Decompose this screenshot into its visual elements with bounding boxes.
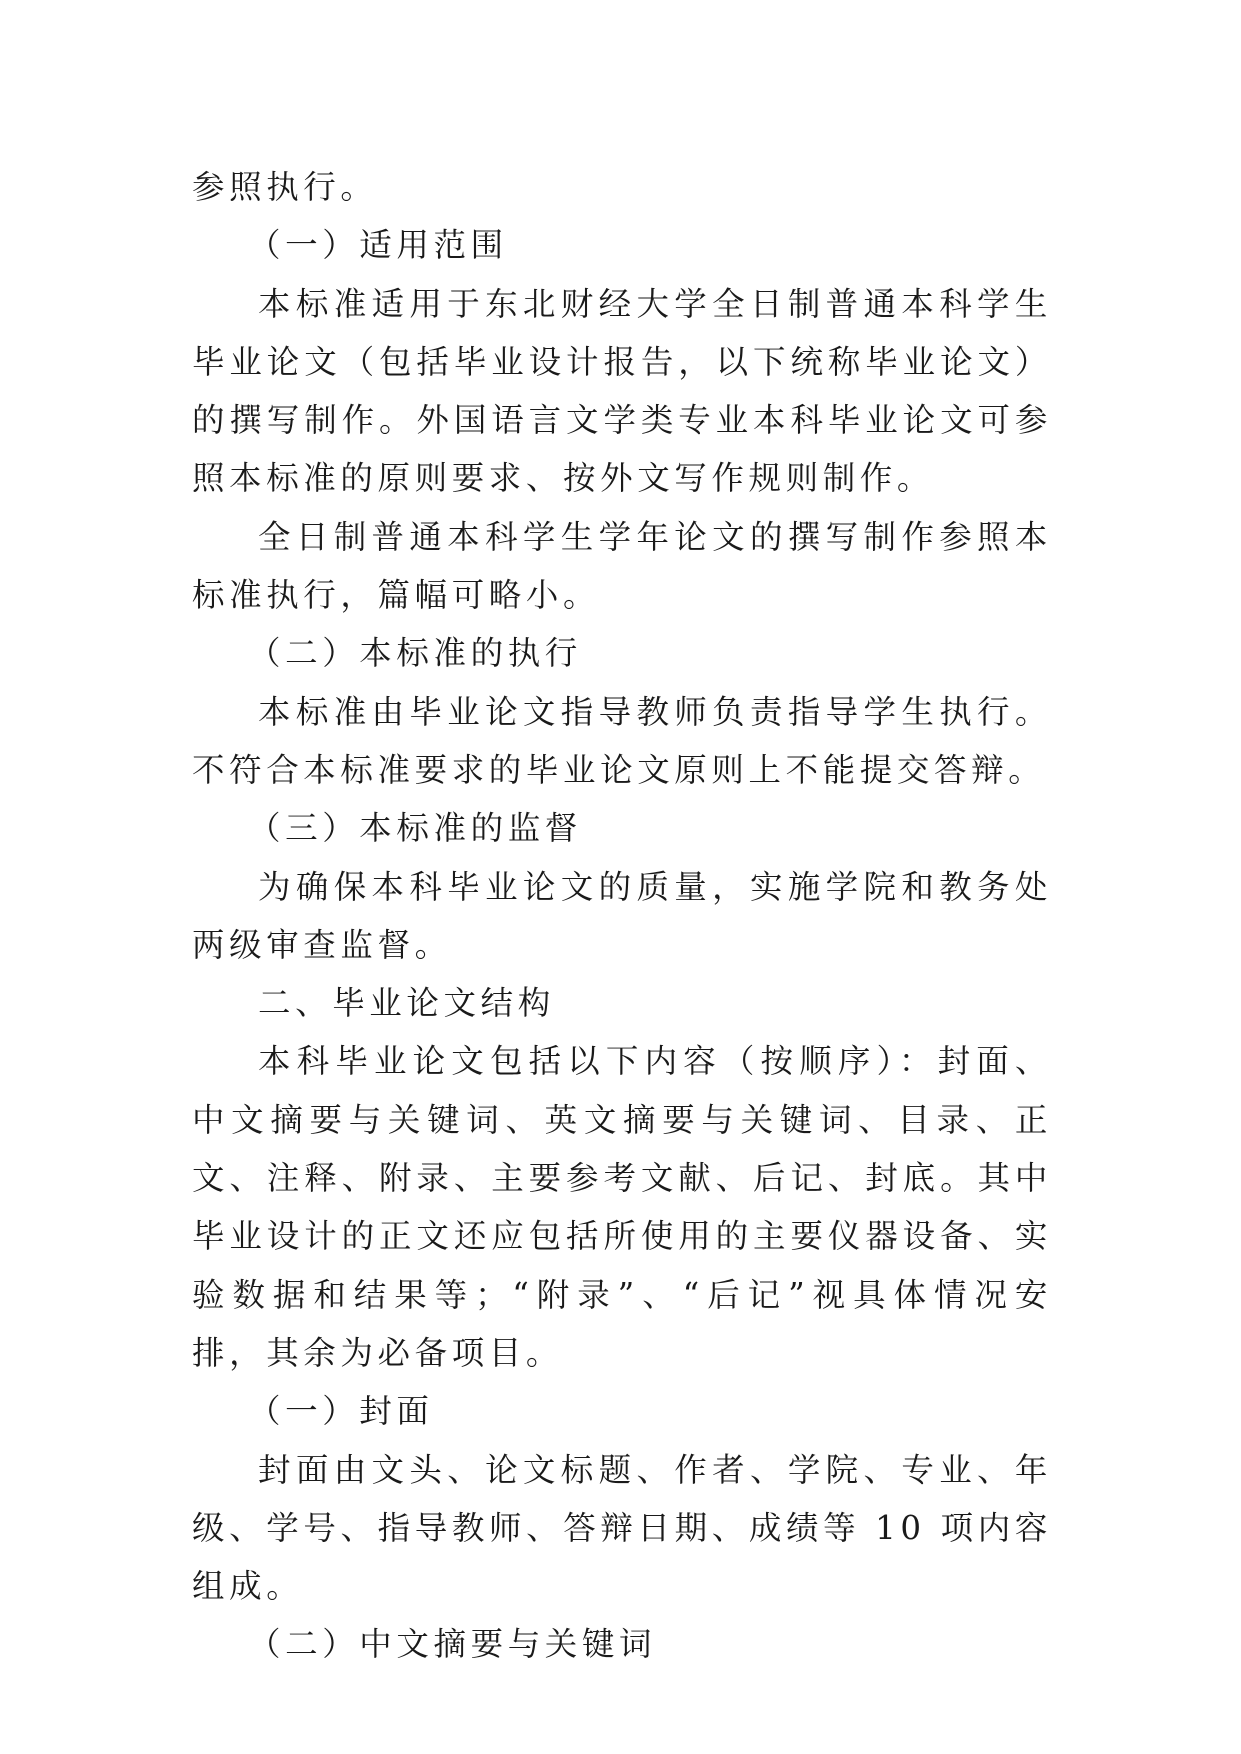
section-subheading: （二）本标准的执行: [248, 634, 582, 673]
body-paragraph: 本标准适用于东北财经大学全日制普通本科学生毕业论文（包括毕业设计报告，以下统称毕业论文）的撰写制作。外国语言文学类专业本科毕业论文可参照本标准的原则要求、按外文写作规则制作。: [192, 284, 1052, 498]
body-paragraph: 为确保本科毕业论文的质量，实施学院和教务处两级审查监督。: [192, 867, 1052, 964]
section-subheading: （一）封面: [248, 1392, 434, 1431]
body-paragraph: 本标准由毕业论文指导教师负责指导学生执行。不符合本标准要求的毕业论文原则上不能提交答辩。: [192, 692, 1052, 789]
body-paragraph: 封面由文头、论文标题、作者、学院、专业、年级、学号、指导教师、答辩日期、成绩等 10 项内容组成。: [192, 1450, 1052, 1606]
document-body: [192, 158, 1052, 1674]
section-subheading: （三）本标准的监督: [248, 809, 582, 848]
section-subheading: （二）中文摘要与关键词: [248, 1625, 657, 1664]
section-heading: 二、毕业论文结构: [258, 984, 555, 1023]
section-subheading: （一）适用范围: [248, 226, 508, 265]
body-paragraph: 全日制普通本科学生学年论文的撰写制作参照本标准执行，篇幅可略小。: [192, 517, 1052, 615]
body-paragraph: 本科毕业论文包括以下内容（按顺序）：封面、中文摘要与关键词、英文摘要与关键词、目录、正文、注释、附录、主要参考文献、后记、封底。其中毕业设计的正文还应包括所使用的主要仪器设备、实验数据和结果等；“附录”、“后记”视具体情况安排，其余为必备项目。: [192, 1042, 1052, 1372]
continuation-text: 参照执行。: [192, 168, 378, 206]
